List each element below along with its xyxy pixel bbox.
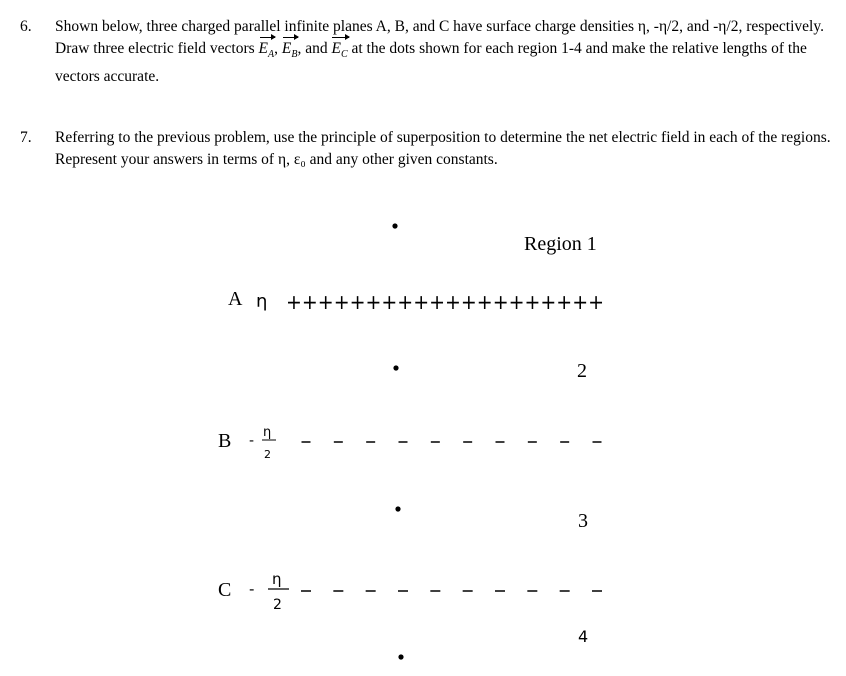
separator: , [274, 40, 282, 57]
problem-number: 6. [20, 18, 32, 35]
plane-c-charge-sign: - [249, 580, 255, 598]
vector-ec: $E_C$ [331, 38, 347, 66]
problem-number: 7. [20, 129, 32, 146]
plane-a-charge: η [256, 291, 268, 312]
vector-eb: $E_B$ [282, 38, 298, 66]
region-2-dot [393, 365, 398, 370]
plane-b-charge-denominator: 2 [264, 448, 271, 461]
problem-text-part: at the dots shown for each region 1-4 and make the relative lengths of the vectors accurate. [55, 40, 807, 86]
region-2-label: 2 [577, 360, 587, 382]
region-3-label: 3 [578, 510, 588, 532]
region-3-dot [395, 506, 400, 511]
region-4-label: 4 [578, 627, 589, 646]
plane-b-charge-sign: - [249, 433, 255, 449]
region-4-dot [398, 654, 403, 659]
separator: , and [297, 40, 332, 57]
plane-c-charge-denominator: 2 [273, 597, 282, 613]
plane-b-charge-numerator: η [263, 425, 272, 440]
region-1-dot [392, 223, 397, 228]
region-1-label: Region 1 [524, 233, 597, 255]
plane-c-charge-numerator: η [272, 570, 282, 588]
plane-a-plus-signs: ++++++++++++++++++++ [286, 290, 604, 314]
vector-ea: $E_A$ [259, 38, 275, 66]
plane-a-name: A [228, 288, 243, 310]
plane-c-name: C [218, 579, 232, 601]
problem-text: Referring to the previous problem, use the principle of superposition to determine the net electric field in each of the regions. Represent your answers in terms of η, ε₀ and any other given constants. [55, 129, 831, 168]
problem-text-part: Shown below, three charged parallel infinite planes A, B, and C have surface charge densities η, -η/2, and -η/2, respectively. Draw three electric field vectors [55, 18, 824, 57]
plane-b-name: B [218, 430, 232, 452]
